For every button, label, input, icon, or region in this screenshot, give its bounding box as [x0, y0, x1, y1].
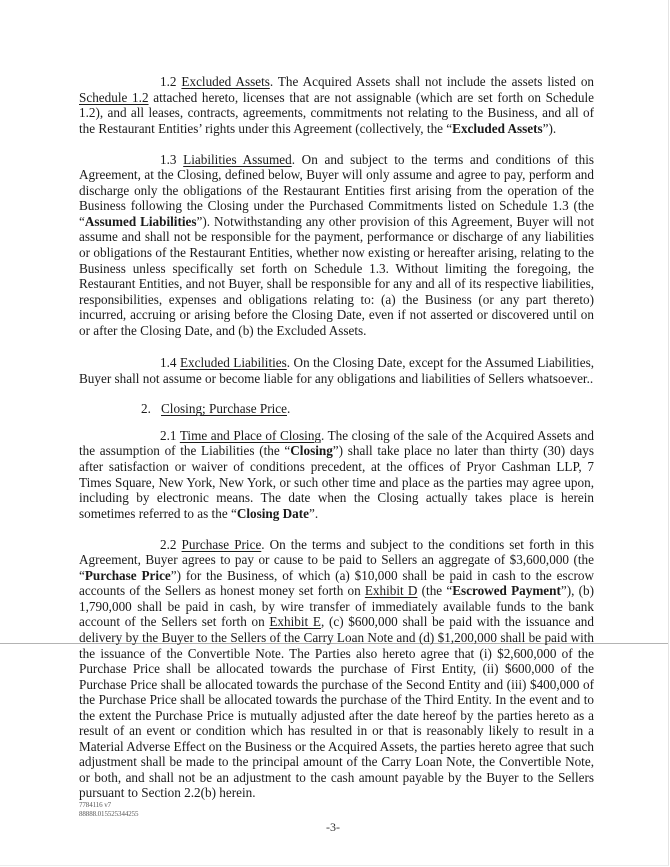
section-number: 2. [141, 401, 151, 417]
schedule-1-2-reference: Schedule 1.2 [79, 89, 149, 105]
section-title: Time and Place of Closing [179, 427, 322, 443]
section-title: Closing; Purchase Price [161, 401, 287, 417]
section-2-2-purchase-price: 2.2 Purchase Price. On the terms and subject to the conditions set forth in this Agreement, Buyer agrees to pay or cause to be paid to Sellers an aggregate of $3,600,000 (the “Purchase Price”) for the Business, of which (a) $10,000 shall be paid in cash to the escrow accounts of the Sellers as honest money set forth on Exhibit D (the “Escrowed Payment”), (b) 1,790,000 shall be paid in cash, by wire transfer of immediately available funds to the bank account of the Sellers set forth on Exhibit E, (c) $600,000 shall be paid with the issuance and delivery by the Buyer to the Sellers of the Carry Loan Note and (d) $1,200,000 shall be paid with the issuance of the Convertible Note. The Parties also hereto agree that (i) $2,600,000 of the Purchase Price shall be allocated towards the purchase of First Entity, (ii) $600,000 of the Purchase Price shall be allocated towards the purchase of the Second Entity and (iii) $400,000 of the Purchase Price shall be allocated towards the purchase of the Third Entity. In the event and to the extent the Purchase Price is mutually adjusted after the date hereof by the parties hereto as a result of an event or condition which has resulted in or that is reasonably likely to result in a Material Adverse Effect on the Business or the Acquired Assets, the parties hereto agree that such adjustment shall be made to the principal amount of the Carry Loan Note, the Convertible Note, or both, and shall not be an adjustment to the cash amount payable by the Buyer to the Sellers pursuant to Section 2.2(b) herein. [79, 536, 595, 801]
exhibit-e-reference: Exhibit E [269, 614, 321, 630]
section-number: 2.2 [160, 536, 177, 552]
doc-version-id: 7784116 v7 [79, 801, 111, 809]
section-2-1-time-and-place: 2.1 Time and Place of Closing. The closing of the sale of the Acquired Assets and the assumption of the Liabilities (the “Closing”) shall take place no later than thirty (30) days after satisfaction or waiver of conditions precedent, at the offices of Pryor Cashman LLP, 7 Times Square, New York, New York, or such other time and place as the parties may agree upon, including by electronic means. The date when the Closing actually takes place is herein sometimes referred to as the “Closing Date”. [79, 427, 594, 521]
defined-term: Excluded Assets [452, 120, 543, 136]
section-title: Excluded Assets [181, 74, 270, 89]
section-number: 1.4 [160, 355, 177, 371]
document-body [79, 74, 594, 801]
exhibit-d-reference: Exhibit D [364, 583, 418, 599]
section-2-heading: 2. Closing; Purchase Price. [141, 401, 291, 417]
doc-matter-id: 88888.015525344255 [79, 809, 139, 818]
defined-term: Purchase Price [84, 567, 171, 583]
section-number: 1.3 [160, 151, 177, 167]
defined-term: Escrowed Payment [452, 583, 561, 599]
section-number: 1.2 [160, 74, 177, 89]
section-title: Excluded Liabilities [179, 355, 287, 371]
section-1-4-excluded-liabilities: 1.4 Excluded Liabilities. On the Closing Date, except for the Assumed Liabilities, Buyer shall not assume or become liable for any obligations and liabilities of Sellers whatsoever.. [79, 355, 595, 386]
defined-term: Assumed Liabilities [84, 213, 197, 229]
section-number: 2.1 [160, 427, 177, 443]
section-title: Liabilities Assumed [183, 151, 292, 167]
page-number: -3- [326, 820, 340, 834]
document-id-footer [79, 801, 138, 818]
section-1-3-liabilities-assumed: 1.3 Liabilities Assumed. On and subject to the terms and conditions of this Agreement, at the Closing, defined below, Buyer will only assume and agree to pay, perform and discharge only the obligations of the Restaurant Entities first arising from the operation of the Business following the Closing under the Purchased Commitments listed on Schedule 1.3 (the “Assumed Liabilities”). Notwithstanding any other provision of this Agreement, Buyer will not assume and shall not be responsible for the payment, performance or discharge of any liabilities or obligations of the Restaurant Entities, whether now existing or hereafter arising, relating to the Business unless specifically set forth on Schedule 1.3. Without limiting the foregoing, the Restaurant Entities, and not Buyer, shall be responsible for any and all of its respective liabilities, responsibilities, expenses and obligations relating to: (a) the Business (or any part thereto) incurred, accruing or arising before the Closing Date, even if not asserted or discovered until on or after the Closing Date, and (b) the Excluded Assets. [79, 151, 595, 338]
defined-term: Closing Date [236, 505, 309, 521]
defined-term: Closing [290, 443, 333, 459]
section-title: Purchase Price [181, 536, 262, 552]
section-1-2-excluded-assets: 1.2 Excluded Assets. The Acquired Assets shall not include the assets listed on Schedule 1.2 attached hereto, licenses that are not assignable (which are set forth on Schedule 1.2), and all leases, contracts, agreements, commitments not relating to the Business, and all of the Restaurant Entities’ rights under this Agreement (collectively, the “Excluded Assets”). [79, 74, 595, 136]
